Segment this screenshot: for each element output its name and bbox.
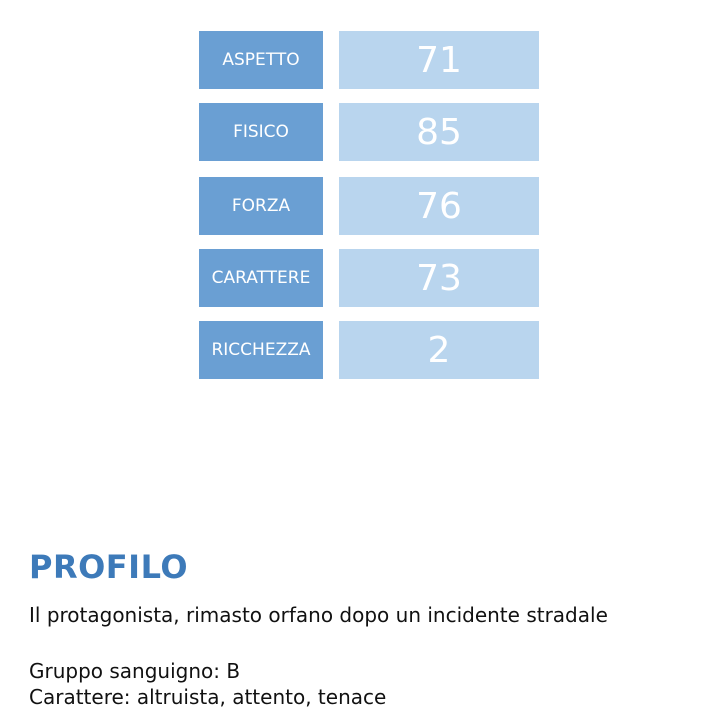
profile-blood-type: Gruppo sanguigno: B [29, 659, 241, 683]
stat-label: RICCHEZZA [199, 321, 323, 379]
stat-row-aspetto [0, 31, 720, 89]
stat-row-forza [0, 177, 720, 235]
stat-value: 76 [339, 177, 539, 235]
profile-title: PROFILO [29, 548, 189, 586]
profile-description: Il protagonista, rimasto orfano dopo un incidente stradale [29, 603, 608, 627]
stat-row-carattere [0, 249, 720, 307]
stat-label: ASPETTO [199, 31, 323, 89]
stat-value: 85 [339, 103, 539, 161]
stat-value: 71 [339, 31, 539, 89]
profile-character: Carattere: altruista, attento, tenace [29, 685, 387, 709]
stat-row-fisico [0, 103, 720, 161]
stat-label: FORZA [199, 177, 323, 235]
stat-value: 2 [339, 321, 539, 379]
stat-label: CARATTERE [199, 249, 323, 307]
stat-value: 73 [339, 249, 539, 307]
stat-label: FISICO [199, 103, 323, 161]
stat-row-ricchezza [0, 321, 720, 379]
